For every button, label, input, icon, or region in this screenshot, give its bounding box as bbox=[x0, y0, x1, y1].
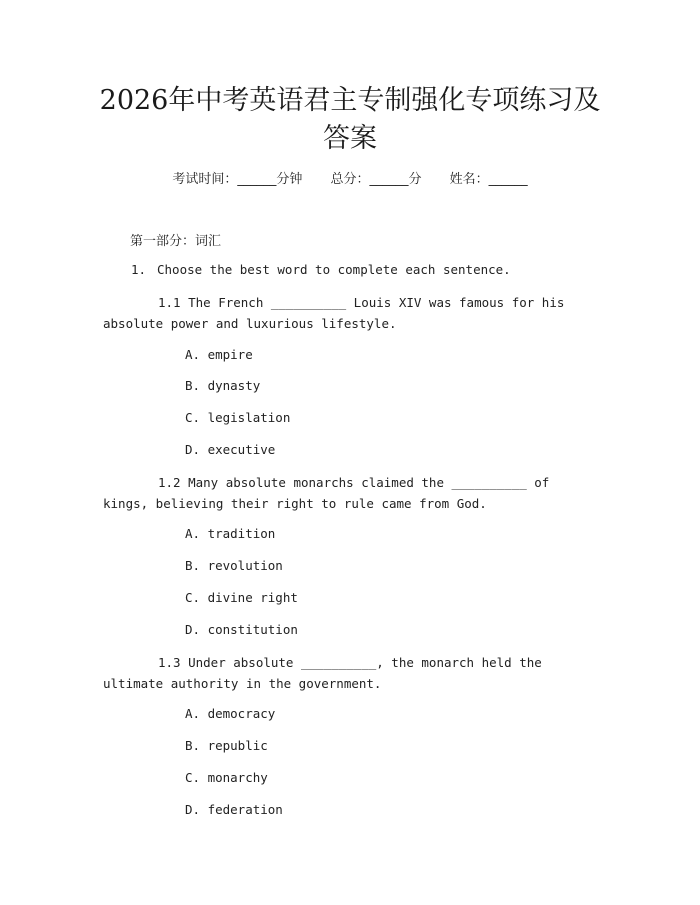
instruction-number: 1. bbox=[131, 262, 147, 277]
option-a: A. empire bbox=[185, 347, 253, 362]
total-score-field: 总分：______分 bbox=[330, 172, 422, 187]
option-b: B. dynasty bbox=[185, 378, 261, 393]
question-text: 1.1 The French __________ Louis XIV was famous for his absolute power and luxurious lifestyle. bbox=[103, 295, 565, 331]
option-a: A. democracy bbox=[185, 706, 276, 721]
option-c: C. divine right bbox=[185, 590, 298, 605]
exam-time-field: 考试时间：______分钟 bbox=[172, 172, 303, 187]
option-b: B. republic bbox=[185, 738, 268, 753]
section-heading: 第一部分：词汇 bbox=[130, 234, 222, 249]
student-name-field: 姓名：______ bbox=[449, 172, 528, 187]
question-1-3 bbox=[103, 652, 595, 694]
option-d: D. constitution bbox=[185, 622, 298, 637]
option-c: C. legislation bbox=[185, 410, 291, 425]
option-a: A. tradition bbox=[185, 526, 276, 541]
question-text: 1.3 Under absolute __________, the monarch held the ultimate authority in the government. bbox=[103, 655, 542, 691]
option-b: B. revolution bbox=[185, 558, 283, 573]
option-c: C. monarchy bbox=[185, 770, 268, 785]
question-text: 1.2 Many absolute monarchs claimed the __________ of kings, believing their right to rule came from God. bbox=[103, 475, 550, 511]
question-1-2 bbox=[103, 472, 595, 514]
option-d: D. executive bbox=[185, 442, 276, 457]
document-title: 2026年中考英语君主专制强化专项练习及答案 bbox=[99, 85, 601, 154]
question-1-1 bbox=[103, 292, 595, 334]
exam-info bbox=[0, 168, 700, 187]
instruction-text: Choose the best word to complete each sentence. bbox=[157, 262, 511, 277]
option-d: D. federation bbox=[185, 802, 283, 817]
